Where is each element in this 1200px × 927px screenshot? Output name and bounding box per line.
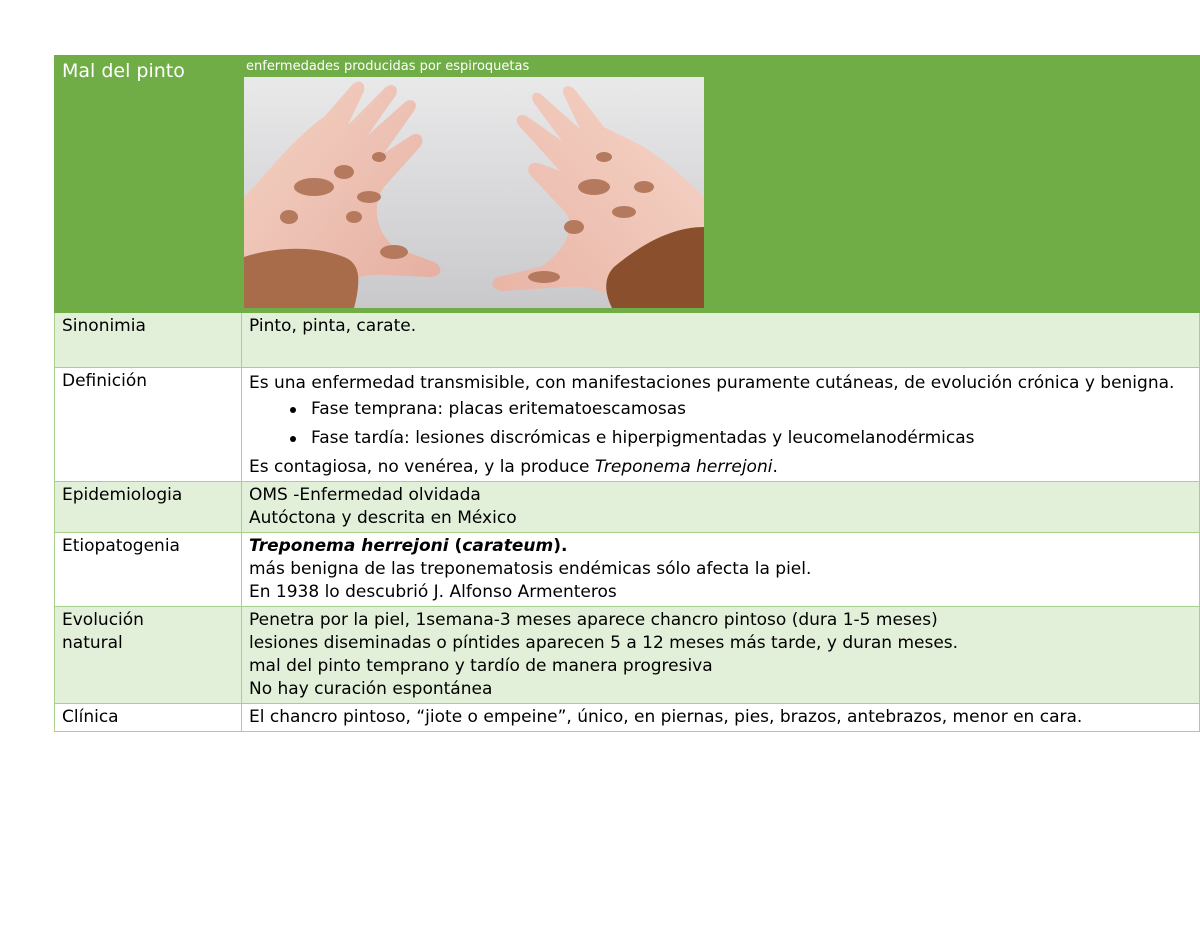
disease-title: Mal del pinto xyxy=(55,56,242,313)
definition-phases xyxy=(249,398,1191,450)
header-content xyxy=(242,56,1200,313)
row-etiopatogenia xyxy=(55,533,1200,607)
row-label: Clínica xyxy=(55,704,242,732)
list-item: Fase temprana: placas eritematoescamosas xyxy=(311,398,1191,421)
header-row xyxy=(55,56,1200,313)
row-content: Pinto, pinta, carate. xyxy=(242,313,1200,368)
text-line: OMS -Enfermedad olvidada xyxy=(249,485,481,505)
row-label: Sinonimia xyxy=(55,313,242,368)
text-line: Autóctona y descrita en México xyxy=(249,508,517,528)
definition-intro: Es una enfermedad transmisible, con manifestaciones puramente cutáneas, de evolución crónica y benigna. xyxy=(249,373,1175,393)
closing-species: Treponema herrejoni xyxy=(594,457,773,477)
row-content xyxy=(242,607,1200,704)
text-line: No hay curación espontánea xyxy=(249,679,493,699)
text-line: Penetra por la piel, 1semana-3 meses aparece chancro pintoso (dura 1-5 meses) xyxy=(249,610,938,630)
text-line: En 1938 lo descubrió J. Alfonso Armenteros xyxy=(249,582,617,602)
row-epidemiologia xyxy=(55,482,1200,533)
closing-prefix: Es contagiosa, no venérea, y la produce xyxy=(249,457,595,477)
row-content xyxy=(242,482,1200,533)
row-label xyxy=(55,607,242,704)
text-line: más benigna de las treponematosis endémicas sólo afecta la piel. xyxy=(249,559,812,579)
closing-suffix: . xyxy=(772,457,778,477)
list-item: Fase tardía: lesiones discrómicas e hiperpigmentadas y leucomelanodérmicas xyxy=(311,427,1191,450)
row-content xyxy=(242,533,1200,607)
text-line: lesiones diseminadas o píntides aparecen 5 a 12 meses más tarde, y duran meses. xyxy=(249,633,959,653)
open-paren: ( xyxy=(448,536,463,556)
row-content xyxy=(242,368,1200,482)
row-evolucion xyxy=(55,607,1200,704)
row-sinonimia xyxy=(55,313,1200,368)
row-content: El chancro pintoso, “jiote o empeine”, único, en piernas, pies, brazos, antebrazos, menor en cara. xyxy=(242,704,1200,732)
row-definicion xyxy=(55,368,1200,482)
disease-subtitle: enfermedades producidas por espiroquetas xyxy=(246,59,530,74)
text-line: mal del pinto temprano y tardío de manera progresiva xyxy=(249,656,713,676)
etiology-species-line xyxy=(249,535,1191,558)
hands-photo-icon xyxy=(244,77,704,308)
close-paren: ). xyxy=(553,536,568,556)
label-line: Evolución xyxy=(62,610,144,630)
disease-table xyxy=(54,55,1200,732)
row-label: Epidemiologia xyxy=(55,482,242,533)
row-clinica xyxy=(55,704,1200,732)
species-name: Treponema herrejoni xyxy=(249,536,449,556)
row-label: Etiopatogenia xyxy=(55,533,242,607)
definition-closing xyxy=(249,456,1191,479)
label-line: natural xyxy=(62,633,123,653)
row-label: Definición xyxy=(55,368,242,482)
species-variant: carateum xyxy=(462,536,554,556)
